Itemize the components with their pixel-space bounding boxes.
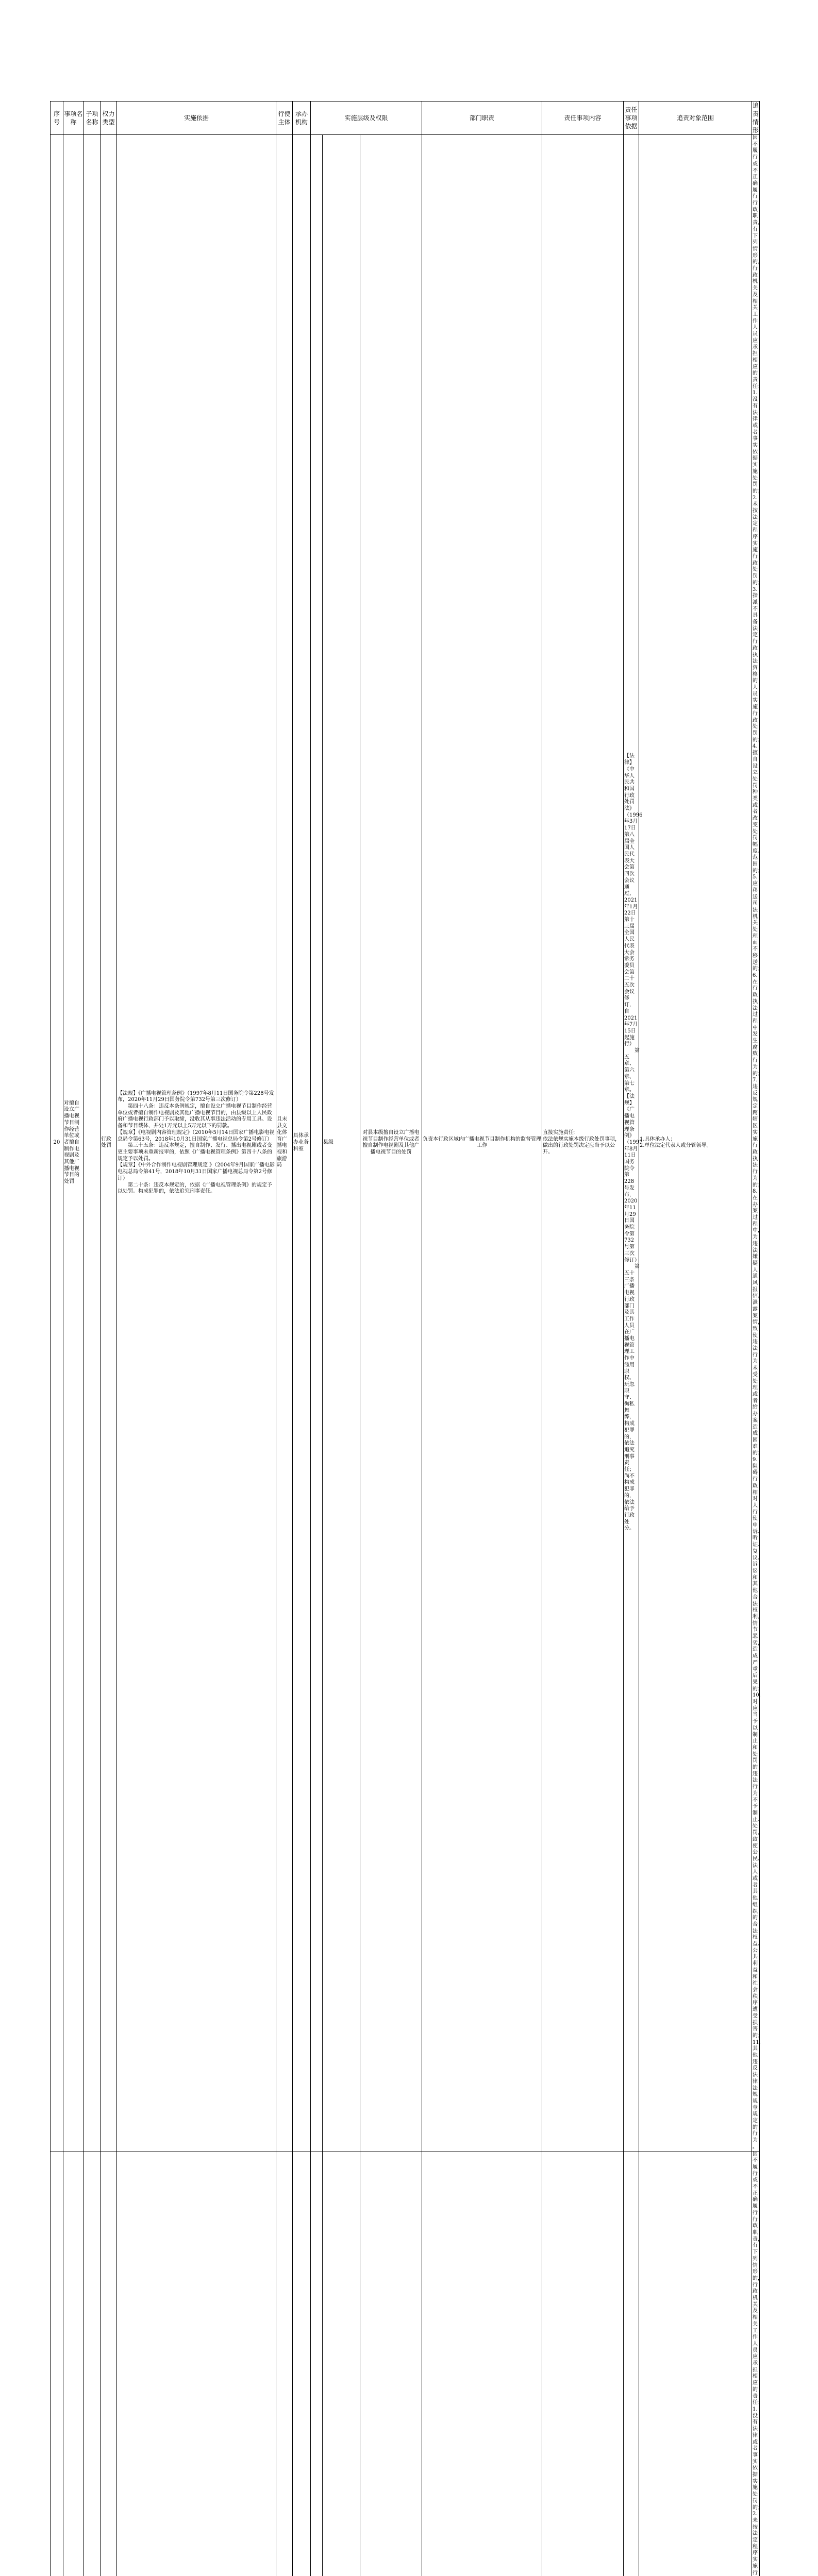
cell-level-name: 县级 [323,135,360,2151]
cell-paragraph: 第四十八条：违反本条例规定，擅自设立广播电视节目制作经营单位或者擅自制作电视剧及其他广播电视节目的，由县级以上人民政府广播电视行政部门予以取缔，没收其从事违法活动的专用工具、设备和节目载体，并处1万元以上5万元以下的罚款。 [118,1104,272,1129]
cell-paragraph: 依法依规实施本级行政处罚事项，做出的行政处罚决定应当予以公开。 [543,1136,621,1155]
cell-line: 10.对应当予以制止和处罚的违法行为不予制止、处罚，致使公民、法人或者其他组织的合法权益、公共利益和社会秩序遭受损害的； [753,1692,763,2039]
header-duty: 部门职责 [422,101,542,135]
cell-line: 1.没有法律或者事实依据实施处罚的； [753,2406,763,2511]
cell-level-power: 对县本级擅自设立广播电视节目制作经营单位或者擅自制作电视剧及其他广播电视节目的处罚 [360,135,422,2151]
cell-line: 6.在行政执法过程中发生腐败行为的； [753,973,763,1077]
header-resp-content: 责任事项内容 [542,101,624,135]
cell-duty [422,2151,542,2576]
cell-basis [117,2151,276,2576]
cell-org [293,2151,311,2576]
cell-line: 1.没有法律或者事实依据实施处罚的； [753,390,763,494]
table-row [51,2151,760,2576]
cell-paragraph: 第二十条：违反本规定的，依据《广播电视管理条例》的规定予以处罚。构成犯罪的，依法追究刑事责任。 [118,1182,272,1195]
cell-line: 9.阻碍行政相对人行使申诉、听证、复议、诉讼和其他合法权利，情节恶劣，造成严重后果的； [753,1457,763,1692]
header-scope: 追责对象范围 [639,101,752,135]
cell-paragraph: 【规章】《电视剧内容管理规定》（2010年5月14日国家广播电影电视总局令第63号，2018年10月31日国家广播电视总局令第2号修订） [118,1129,275,1142]
cell-situation [752,135,763,2151]
cell-line: 4.擅自设立处罚种类或者改变处罚幅度、范围的； [753,743,763,874]
header-sub-item-name: 子项名称 [84,101,101,135]
cell-basis [117,135,276,2151]
header-seq: 序号 [51,101,63,135]
cell-scope [639,2151,752,2576]
header-row [51,101,760,135]
header-subject: 行使主体 [276,101,293,135]
cell-item-name: 对擅自设立广播电视节目制作经营单位或者擅自制作电视剧及其他广播电视节目的处罚 [63,135,84,2151]
cell-line: 8.在办案过程中，为违法嫌疑人通风报信，泄露案情，致使违法行为未受处理或者给办案造成困难的； [753,1189,763,1456]
table-row [51,135,760,2151]
header-level: 实施层级及权限 [311,101,422,135]
cell-resp-basis [624,135,643,2151]
cell-power-type [101,2151,117,2576]
cell-paragraph: 【法规】《广播电视管理条例》（1997年8月11日国务院令第228号发布，2020年11月29日国务院令第732号第三次修订） [118,1090,274,1103]
header-resp-basis: 责任事项依据 [624,101,639,135]
header-power-type: 权力类型 [101,101,117,135]
cell-paragraph: 直接实施责任： [543,1129,579,1136]
cell-resp-basis [624,2151,639,2576]
cell-duty: 负责本行政区域内广播电视节目制作机构的监督管理工作 [422,135,542,2151]
cell-situation [752,2151,763,2576]
header-org: 承办机构 [293,101,311,135]
cell-line: 因不履行或不正确履行行政职责，有下列情形的，行政机关及相关工作人员应承担相应的责任： [753,135,763,389]
cell-scope: 1.具体承办人； 2.单位法定代表人或分管领导。 [639,135,752,2151]
cell-line: 7.违反规定跨辖区实施行政执法行为的； [753,1077,763,1188]
cell-sub-item-name [84,135,101,2151]
cell-org: 具体承办业务科室 [293,135,311,2151]
cell-sub-item-name [84,2151,101,2576]
cell-line: 11.其他违反法律法规规章规定的行为 。 [753,2039,761,2150]
cell-subject [276,2151,293,2576]
cell-item-name [63,2151,84,2576]
cell-paragraph: 第五章、第六章、第七章。 [624,1048,640,1093]
cell-line: 5.应移送司法机关处理而不移送的； [753,874,763,972]
cell-level-name [323,2151,360,2576]
cell-resp-content [542,2151,624,2576]
cell-paragraph: 【法律】《中华人民共和国行政处罚法》（1996年3月17日第八届全国人民代表大会第四次会议通过，2021年1月22日第十三届全国人民代表大会常务委员会第二十五次会议修订，自2021年7月15日起施行） [624,753,643,1047]
cell-level-power [360,2151,422,2576]
cell-paragraph: 第三十五条：违反本规定，擅自制作、发行、播出电视剧或者变更主要事项未重新报审的，依照《广播电视管理条例》第四十八条的规定予以处罚。 [118,1143,272,1162]
cell-resp-content [542,135,624,2151]
cell-paragraph: 【规章】《中外合作制作电视剧管理规定 》（2004年9月国家广播电影电视总局令第41号，2018年10月31日国家广播电视总局令第2号修订） [118,1162,275,1181]
cell-seq: 20 [51,135,63,2151]
cell-line: 3.指派不具备法定行政执法资格的人员实施行政处罚的； [753,586,763,743]
header-basis: 实施依据 [117,101,276,135]
cell-subject: 且末县文化体育广播电视和旅游局 [276,135,293,2151]
header-situation: 追责情形 [753,102,759,134]
document-sheet [50,101,763,2576]
cell-power-type: 行政处罚 [101,135,117,2151]
cell-level-blank [311,135,323,2151]
cell-level-blank [311,2151,323,2576]
cell-line: 2.未按法定程序实施行 [753,2511,758,2576]
cell-seq [51,2151,63,2576]
header-item-name: 事项名称 [63,101,84,135]
power-responsibility-table [50,101,763,2576]
cell-line: 2.未按法定程序实施行政处罚的； [753,495,763,586]
cell-paragraph: 【法规】《广播电视管理条例》（1997年8月11日国务院令第228号发布，2020年11月29日国务院令第732号第三次修订） [624,1094,643,1263]
cell-line: 因不履行或不正确履行行政职责，有下列情形的，行政机关及相关工作人员应承担相应的责任： [753,2151,763,2406]
cell-paragraph: 第五十三条 广播电视行政部门及其工作人员在广播电视管理工作中滥用职权、玩忽职守、徇私舞弊，构成犯罪的，依法追究刑事责任；尚不构成犯罪的，依法给予行政处分。 [624,1264,640,1532]
